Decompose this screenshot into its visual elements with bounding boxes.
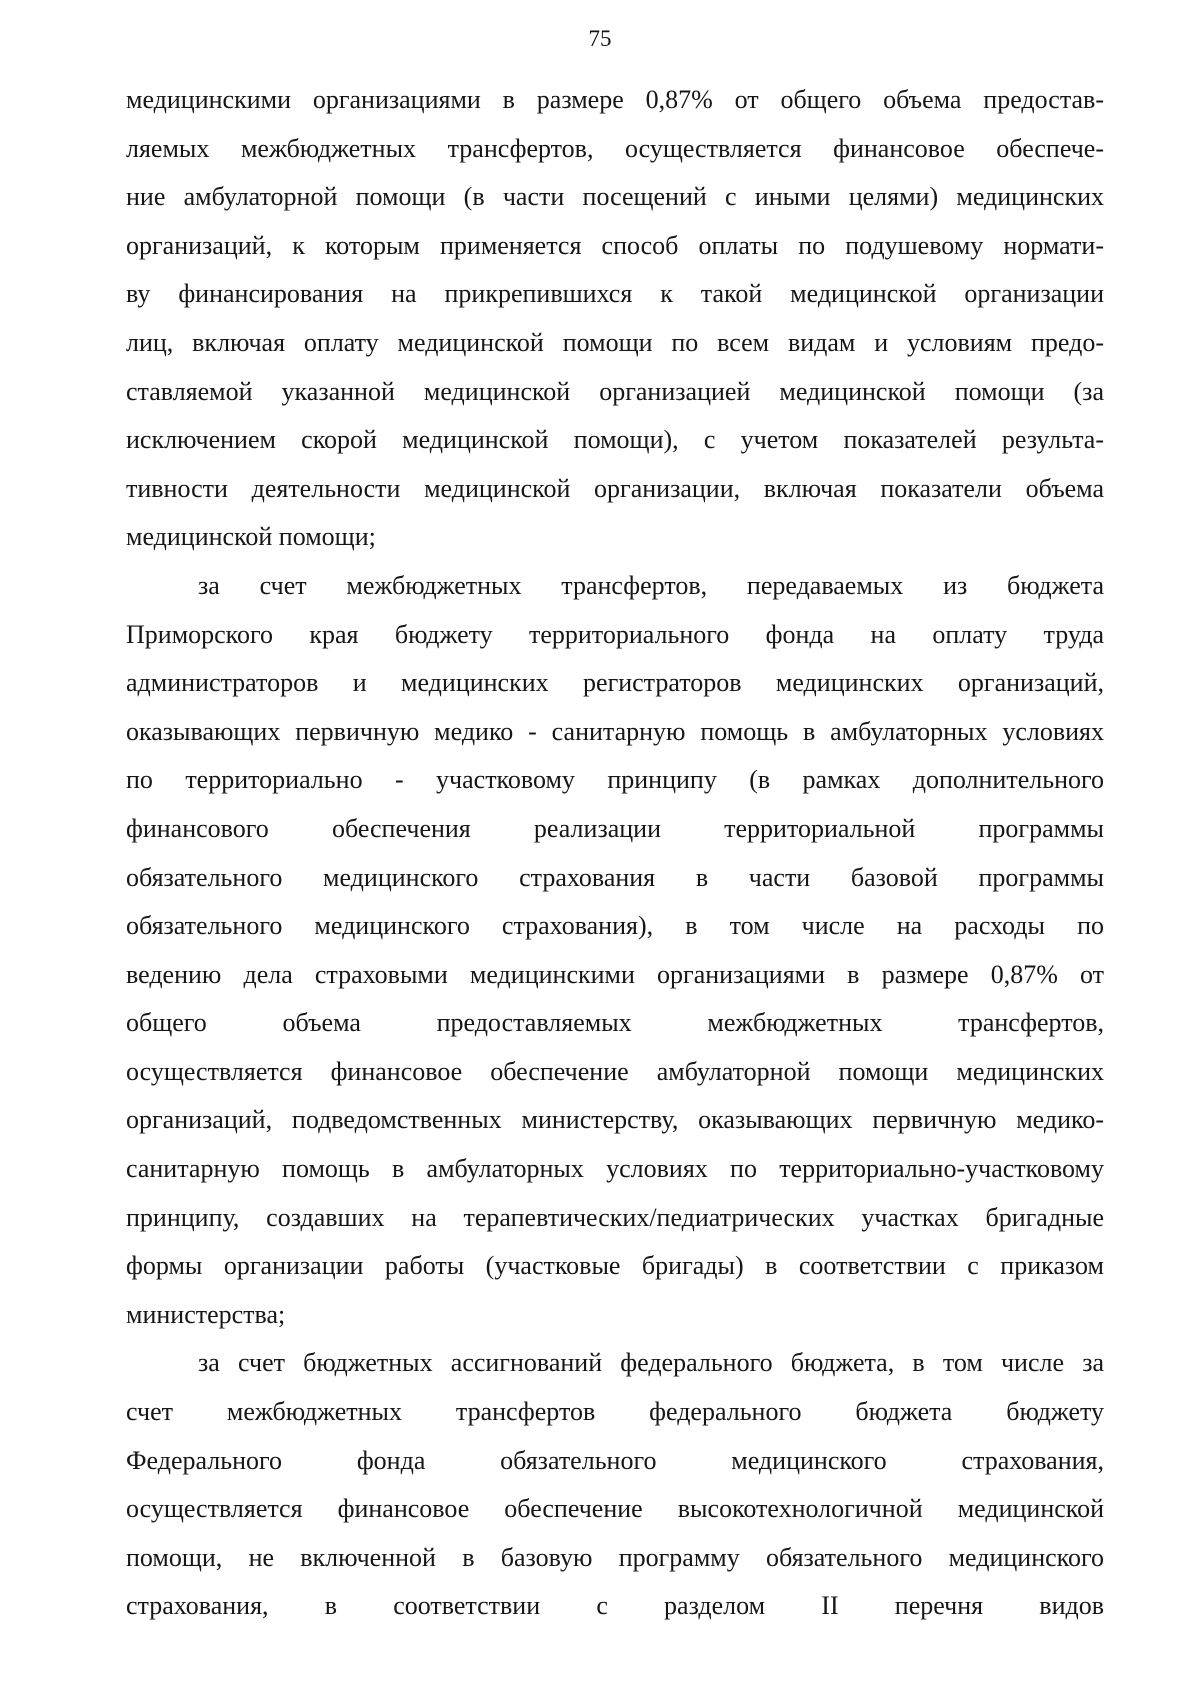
text-line: по территориально - участковому принципу (в рамках дополнительного [126, 765, 1104, 795]
text-line: обязательного медицинского страхования в части базовой программы [126, 862, 1104, 892]
text-line: формы организации работы (участковые бригады) в соответствии с приказом [126, 1251, 1104, 1281]
text-line: финансового обеспечения реализации территориальной программы [126, 813, 1104, 843]
text-line: лиц, включая оплату медицинской помощи по всем видам и условиям предо- [126, 327, 1104, 357]
text-line: Приморского края бюджету территориального фонда на оплату труда [126, 619, 1104, 649]
paragraph-1 [126, 76, 1104, 562]
text-line: ведению дела страховыми медицинскими организациями в размере 0,87% от [126, 959, 1104, 989]
text-line: осуществляется финансовое обеспечение амбулаторной помощи медицинских [126, 1056, 1104, 1086]
text-line: медицинской помощи; [126, 522, 376, 552]
text-line: ляемых межбюджетных трансфертов, осуществляется финансовое обеспече- [126, 133, 1104, 163]
text-line: медицинскими организациями в размере 0,87% от общего объема предостав- [126, 85, 1104, 114]
text-line: организаций, к которым применяется способ оплаты по подушевому нормати- [126, 230, 1104, 260]
text-line: за счет межбюджетных трансфертов, передаваемых из бюджета [198, 570, 1104, 600]
text-line: оказывающих первичную медико - санитарную помощь в амбулаторных условиях [126, 716, 1104, 746]
text-line: ставляемой указанной медицинской организацией медицинской помощи (за [126, 376, 1104, 406]
text-line: принципу, создавших на терапевтических/педиатрических участках бригадные [126, 1202, 1104, 1232]
text-line: Федерального фонда обязательного медицинского страхования, [126, 1445, 1104, 1475]
text-line: исключением скорой медицинской помощи), с учетом показателей результа- [126, 425, 1104, 455]
text-line: помощи, не включенной в базовую программу обязательного медицинского [126, 1542, 1104, 1572]
text-line: счет межбюджетных трансфертов федерального бюджета бюджету [126, 1397, 1104, 1427]
text-line: обязательного медицинского страхования), в том числе на расходы по [126, 911, 1104, 941]
text-line: санитарную помощь в амбулаторных условиях по территориально-участковому [126, 1154, 1104, 1184]
text-line: тивности деятельности медицинской организации, включая показатели объема [126, 473, 1104, 503]
text-line: организаций, подведомственных министерству, оказывающих первичную медико- [126, 1105, 1104, 1135]
body-text [126, 76, 1104, 1631]
text-line: страхования, в соответствии с разделом II перечня видов [126, 1591, 1104, 1621]
text-line: министерства; [126, 1299, 286, 1329]
paragraph-3 [126, 1339, 1104, 1631]
text-line: администраторов и медицинских регистраторов медицинских организаций, [126, 668, 1104, 698]
text-line: за счет бюджетных ассигнований федерального бюджета, в том числе за [198, 1348, 1104, 1378]
text-line: ние амбулаторной помощи (в части посещений с иными целями) медицинских [126, 182, 1104, 212]
text-line: общего объема предоставляемых межбюджетных трансфертов, [126, 1008, 1104, 1038]
text-line: ву финансирования на прикрепившихся к такой медицинской организации [126, 279, 1104, 309]
page-number: 75 [588, 26, 612, 51]
text-line: осуществляется финансовое обеспечение высокотехнологичной медицинской [126, 1494, 1104, 1524]
paragraph-2 [126, 562, 1104, 1340]
